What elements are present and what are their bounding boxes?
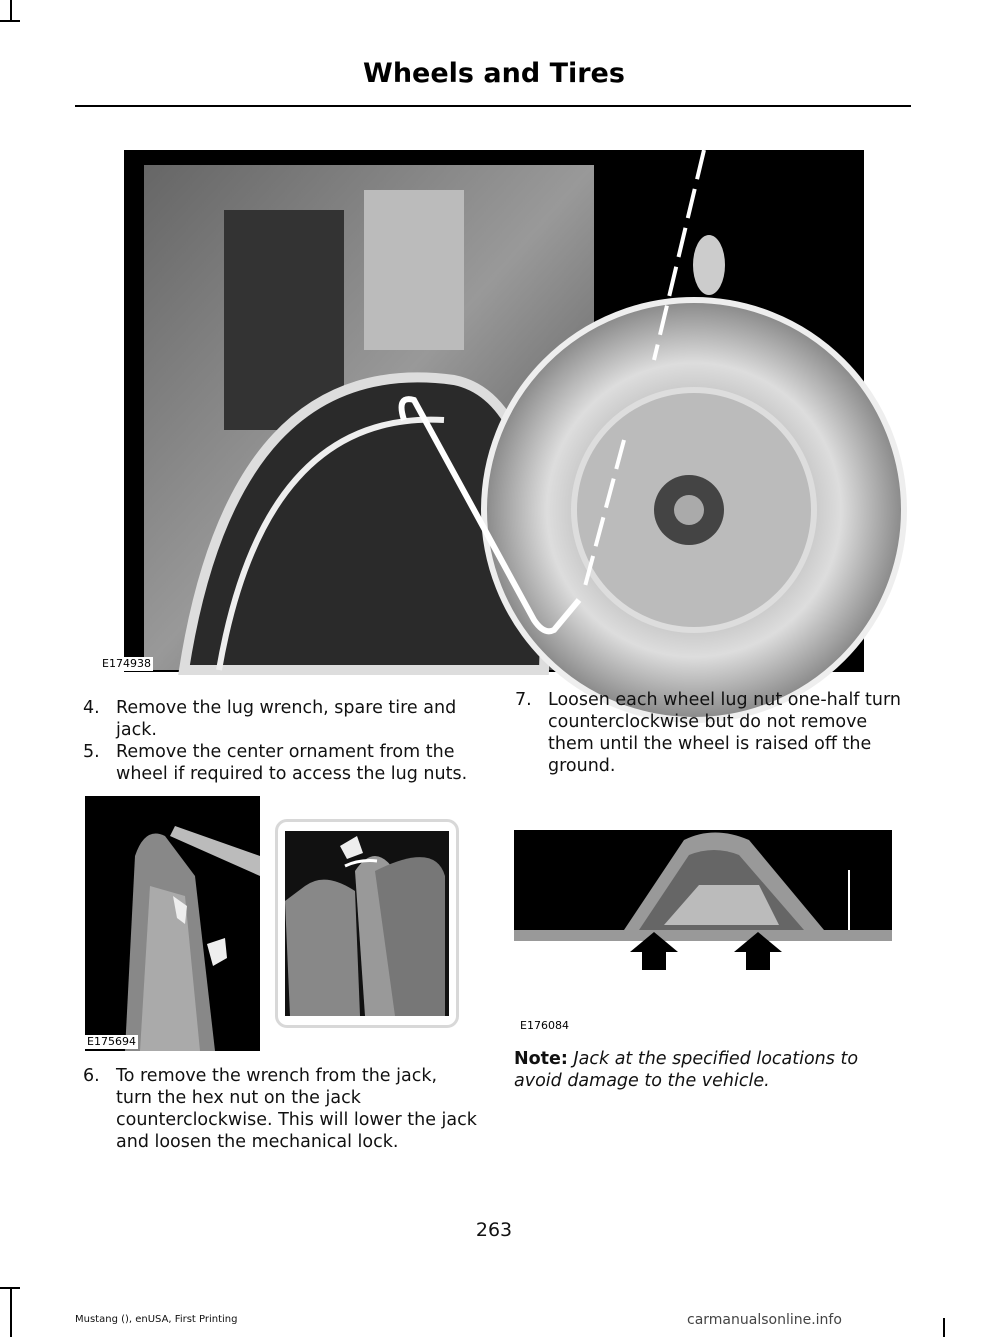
note <box>514 1048 904 1092</box>
step-text: Remove the lug wrench, spare tire and jack. <box>116 698 457 740</box>
crop-mark <box>10 0 12 20</box>
jack-point-arrow-icon <box>630 932 678 970</box>
step-6 <box>83 1065 478 1153</box>
step-number: 6. <box>83 1066 100 1086</box>
jack-points-illustration <box>514 830 892 941</box>
figure-id: E174938 <box>102 657 151 670</box>
crop-mark <box>0 1287 20 1289</box>
crop-mark <box>10 1287 12 1337</box>
footer-text: Mustang (), enUSA, First Printing <box>75 1314 238 1325</box>
step-number: 4. <box>83 698 100 718</box>
detail-inset <box>275 819 459 1028</box>
watermark: carmanualsonline.info <box>687 1312 842 1328</box>
spare-tire-illustration <box>102 150 864 672</box>
page-title: Wheels and Tires <box>363 58 625 89</box>
jack-point-arrow-icon <box>734 932 782 970</box>
step-number: 7. <box>515 690 532 710</box>
step-number: 5. <box>83 742 100 762</box>
step-text: Remove the center ornament from the wheel if required to access the lug nuts. <box>116 742 468 784</box>
page-number: 263 <box>475 1219 513 1241</box>
step-4 <box>83 697 478 741</box>
crop-mark <box>0 20 20 22</box>
note-text: Jack at the specified locations to avoid damage to the vehicle. <box>514 1049 859 1091</box>
figure-id: E176084 <box>520 1019 569 1032</box>
note-label: Note: <box>514 1049 568 1069</box>
figure-id: E175694 <box>87 1035 136 1048</box>
crop-mark <box>943 1318 945 1337</box>
step-5 <box>83 741 478 785</box>
step-7 <box>515 689 910 777</box>
step-text: Loosen each wheel lug nut one-half turn counterclockwise but do not remove them until the wheel is raised off the ground. <box>548 690 901 776</box>
step-text: To remove the wrench from the jack, turn the hex nut on the jack counterclockwise. This will lower the jack and loosen the mechanical lock. <box>116 1066 477 1152</box>
header-rule <box>75 105 911 107</box>
center-ornament-illustration <box>85 796 260 1051</box>
